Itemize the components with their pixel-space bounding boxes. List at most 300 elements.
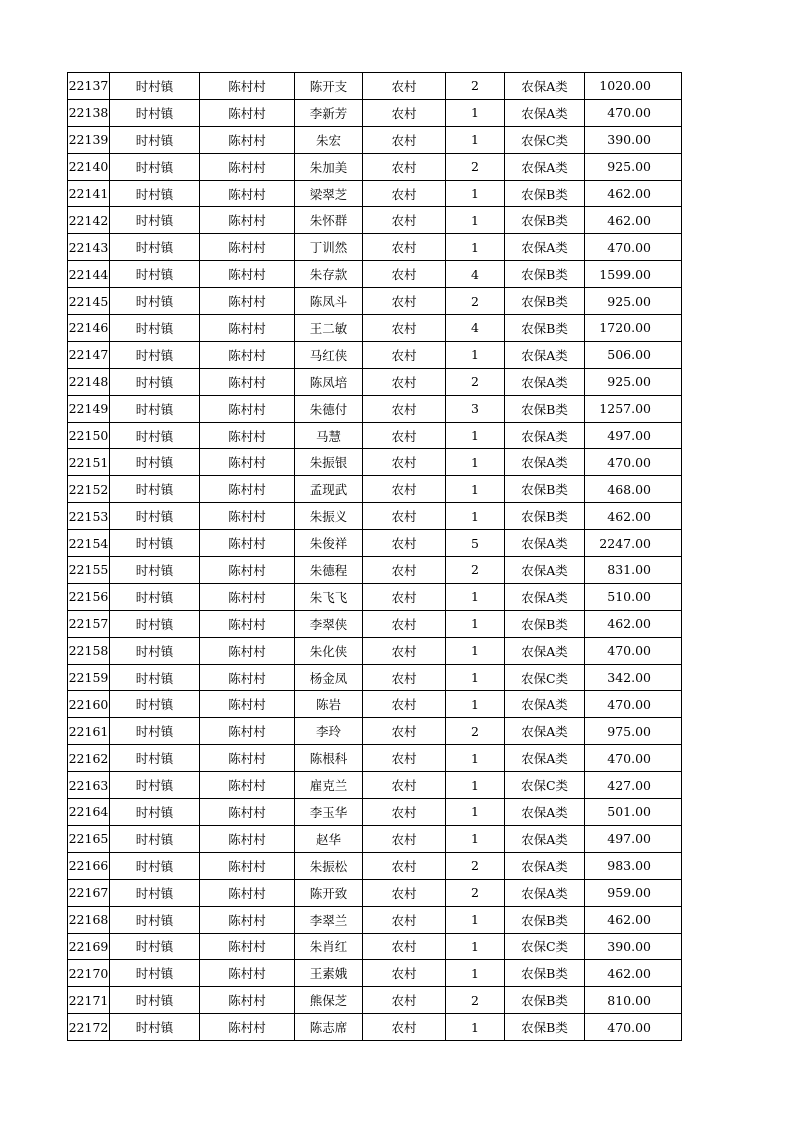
amount-cell: 1257.00 bbox=[585, 395, 682, 422]
area-type-cell: 农村 bbox=[363, 852, 446, 879]
village-cell: 陈村村 bbox=[200, 825, 295, 852]
area-type-cell: 农村 bbox=[363, 1014, 446, 1041]
area-type-cell: 农村 bbox=[363, 261, 446, 288]
area-type-cell: 农村 bbox=[363, 799, 446, 826]
person-name-cell: 马红侠 bbox=[295, 341, 363, 368]
village-cell: 陈村村 bbox=[200, 288, 295, 315]
insurance-category-cell: 农保A类 bbox=[505, 449, 585, 476]
household-count-cell: 5 bbox=[446, 530, 505, 557]
amount-cell: 506.00 bbox=[585, 341, 682, 368]
insurance-category-cell: 农保B类 bbox=[505, 288, 585, 315]
household-count-cell: 2 bbox=[446, 153, 505, 180]
town-cell: 时村镇 bbox=[110, 180, 200, 207]
amount-cell: 470.00 bbox=[585, 99, 682, 126]
table-row bbox=[68, 234, 682, 261]
village-cell: 陈村村 bbox=[200, 1014, 295, 1041]
town-cell: 时村镇 bbox=[110, 610, 200, 637]
amount-cell: 1720.00 bbox=[585, 315, 682, 342]
person-name-cell: 陈凤斗 bbox=[295, 288, 363, 315]
area-type-cell: 农村 bbox=[363, 315, 446, 342]
village-cell: 陈村村 bbox=[200, 987, 295, 1014]
area-type-cell: 农村 bbox=[363, 126, 446, 153]
person-name-cell: 朱飞飞 bbox=[295, 583, 363, 610]
insurance-category-cell: 农保A类 bbox=[505, 583, 585, 610]
amount-cell: 427.00 bbox=[585, 772, 682, 799]
village-cell: 陈村村 bbox=[200, 261, 295, 288]
table-row bbox=[68, 664, 682, 691]
area-type-cell: 农村 bbox=[363, 664, 446, 691]
record-id-cell: 22140 bbox=[68, 153, 110, 180]
insurance-category-cell: 农保A类 bbox=[505, 825, 585, 852]
table-row bbox=[68, 933, 682, 960]
table-row bbox=[68, 288, 682, 315]
amount-cell: 510.00 bbox=[585, 583, 682, 610]
household-count-cell: 2 bbox=[446, 879, 505, 906]
table-row bbox=[68, 745, 682, 772]
village-cell: 陈村村 bbox=[200, 341, 295, 368]
amount-cell: 462.00 bbox=[585, 960, 682, 987]
area-type-cell: 农村 bbox=[363, 503, 446, 530]
insurance-category-cell: 农保A类 bbox=[505, 557, 585, 584]
person-name-cell: 朱存款 bbox=[295, 261, 363, 288]
person-name-cell: 朱怀群 bbox=[295, 207, 363, 234]
table-row bbox=[68, 960, 682, 987]
household-count-cell: 1 bbox=[446, 180, 505, 207]
insurance-category-cell: 农保B类 bbox=[505, 261, 585, 288]
record-id-cell: 22148 bbox=[68, 368, 110, 395]
table-row bbox=[68, 610, 682, 637]
town-cell: 时村镇 bbox=[110, 99, 200, 126]
record-id-cell: 22165 bbox=[68, 825, 110, 852]
town-cell: 时村镇 bbox=[110, 960, 200, 987]
village-cell: 陈村村 bbox=[200, 99, 295, 126]
table-row bbox=[68, 315, 682, 342]
table-row bbox=[68, 583, 682, 610]
table-row bbox=[68, 825, 682, 852]
insurance-category-cell: 农保B类 bbox=[505, 987, 585, 1014]
relief-roster-table bbox=[67, 72, 682, 1041]
household-count-cell: 1 bbox=[446, 772, 505, 799]
table-row bbox=[68, 261, 682, 288]
insurance-category-cell: 农保B类 bbox=[505, 906, 585, 933]
person-name-cell: 李玉华 bbox=[295, 799, 363, 826]
household-count-cell: 1 bbox=[446, 691, 505, 718]
table-row bbox=[68, 1014, 682, 1041]
household-count-cell: 3 bbox=[446, 395, 505, 422]
record-id-cell: 22142 bbox=[68, 207, 110, 234]
town-cell: 时村镇 bbox=[110, 879, 200, 906]
village-cell: 陈村村 bbox=[200, 664, 295, 691]
amount-cell: 1020.00 bbox=[585, 73, 682, 100]
household-count-cell: 1 bbox=[446, 745, 505, 772]
amount-cell: 342.00 bbox=[585, 664, 682, 691]
town-cell: 时村镇 bbox=[110, 234, 200, 261]
area-type-cell: 农村 bbox=[363, 99, 446, 126]
table-row bbox=[68, 799, 682, 826]
insurance-category-cell: 农保C类 bbox=[505, 772, 585, 799]
record-id-cell: 22163 bbox=[68, 772, 110, 799]
town-cell: 时村镇 bbox=[110, 288, 200, 315]
record-id-cell: 22154 bbox=[68, 530, 110, 557]
village-cell: 陈村村 bbox=[200, 906, 295, 933]
person-name-cell: 李翠兰 bbox=[295, 906, 363, 933]
amount-cell: 975.00 bbox=[585, 718, 682, 745]
record-id-cell: 22151 bbox=[68, 449, 110, 476]
town-cell: 时村镇 bbox=[110, 395, 200, 422]
person-name-cell: 马慧 bbox=[295, 422, 363, 449]
insurance-category-cell: 农保A类 bbox=[505, 234, 585, 261]
insurance-category-cell: 农保A类 bbox=[505, 153, 585, 180]
household-count-cell: 1 bbox=[446, 960, 505, 987]
town-cell: 时村镇 bbox=[110, 368, 200, 395]
record-id-cell: 22158 bbox=[68, 637, 110, 664]
amount-cell: 470.00 bbox=[585, 745, 682, 772]
area-type-cell: 农村 bbox=[363, 557, 446, 584]
amount-cell: 810.00 bbox=[585, 987, 682, 1014]
amount-cell: 470.00 bbox=[585, 691, 682, 718]
record-id-cell: 22138 bbox=[68, 99, 110, 126]
amount-cell: 470.00 bbox=[585, 449, 682, 476]
village-cell: 陈村村 bbox=[200, 395, 295, 422]
person-name-cell: 陈志席 bbox=[295, 1014, 363, 1041]
person-name-cell: 孟现武 bbox=[295, 476, 363, 503]
person-name-cell: 朱振松 bbox=[295, 852, 363, 879]
record-id-cell: 22164 bbox=[68, 799, 110, 826]
town-cell: 时村镇 bbox=[110, 315, 200, 342]
town-cell: 时村镇 bbox=[110, 126, 200, 153]
insurance-category-cell: 农保A类 bbox=[505, 73, 585, 100]
village-cell: 陈村村 bbox=[200, 126, 295, 153]
record-id-cell: 22150 bbox=[68, 422, 110, 449]
record-id-cell: 22169 bbox=[68, 933, 110, 960]
person-name-cell: 陈凤培 bbox=[295, 368, 363, 395]
amount-cell: 470.00 bbox=[585, 1014, 682, 1041]
town-cell: 时村镇 bbox=[110, 261, 200, 288]
table-row bbox=[68, 530, 682, 557]
person-name-cell: 陈岩 bbox=[295, 691, 363, 718]
household-count-cell: 1 bbox=[446, 825, 505, 852]
area-type-cell: 农村 bbox=[363, 772, 446, 799]
area-type-cell: 农村 bbox=[363, 476, 446, 503]
village-cell: 陈村村 bbox=[200, 610, 295, 637]
table-row bbox=[68, 341, 682, 368]
town-cell: 时村镇 bbox=[110, 852, 200, 879]
insurance-category-cell: 农保C类 bbox=[505, 933, 585, 960]
household-count-cell: 1 bbox=[446, 906, 505, 933]
person-name-cell: 朱化侠 bbox=[295, 637, 363, 664]
town-cell: 时村镇 bbox=[110, 906, 200, 933]
village-cell: 陈村村 bbox=[200, 368, 295, 395]
town-cell: 时村镇 bbox=[110, 745, 200, 772]
person-name-cell: 丁训然 bbox=[295, 234, 363, 261]
person-name-cell: 梁翠芝 bbox=[295, 180, 363, 207]
village-cell: 陈村村 bbox=[200, 234, 295, 261]
person-name-cell: 赵华 bbox=[295, 825, 363, 852]
person-name-cell: 朱俊祥 bbox=[295, 530, 363, 557]
household-count-cell: 1 bbox=[446, 207, 505, 234]
insurance-category-cell: 农保A类 bbox=[505, 718, 585, 745]
table-row bbox=[68, 879, 682, 906]
person-name-cell: 朱加美 bbox=[295, 153, 363, 180]
person-name-cell: 朱宏 bbox=[295, 126, 363, 153]
household-count-cell: 1 bbox=[446, 1014, 505, 1041]
table-row bbox=[68, 637, 682, 664]
person-name-cell: 李新芳 bbox=[295, 99, 363, 126]
record-id-cell: 22167 bbox=[68, 879, 110, 906]
person-name-cell: 陈根科 bbox=[295, 745, 363, 772]
amount-cell: 468.00 bbox=[585, 476, 682, 503]
town-cell: 时村镇 bbox=[110, 341, 200, 368]
village-cell: 陈村村 bbox=[200, 503, 295, 530]
area-type-cell: 农村 bbox=[363, 341, 446, 368]
person-name-cell: 王二敏 bbox=[295, 315, 363, 342]
amount-cell: 390.00 bbox=[585, 126, 682, 153]
insurance-category-cell: 农保C类 bbox=[505, 664, 585, 691]
area-type-cell: 农村 bbox=[363, 234, 446, 261]
record-id-cell: 22161 bbox=[68, 718, 110, 745]
record-id-cell: 22139 bbox=[68, 126, 110, 153]
area-type-cell: 农村 bbox=[363, 368, 446, 395]
table-row bbox=[68, 503, 682, 530]
area-type-cell: 农村 bbox=[363, 73, 446, 100]
table-row bbox=[68, 852, 682, 879]
record-id-cell: 22141 bbox=[68, 180, 110, 207]
village-cell: 陈村村 bbox=[200, 691, 295, 718]
household-count-cell: 1 bbox=[446, 476, 505, 503]
insurance-category-cell: 农保B类 bbox=[505, 315, 585, 342]
table-row bbox=[68, 987, 682, 1014]
person-name-cell: 陈开致 bbox=[295, 879, 363, 906]
insurance-category-cell: 农保B类 bbox=[505, 180, 585, 207]
town-cell: 时村镇 bbox=[110, 637, 200, 664]
town-cell: 时村镇 bbox=[110, 825, 200, 852]
village-cell: 陈村村 bbox=[200, 799, 295, 826]
town-cell: 时村镇 bbox=[110, 503, 200, 530]
area-type-cell: 农村 bbox=[363, 933, 446, 960]
household-count-cell: 1 bbox=[446, 664, 505, 691]
town-cell: 时村镇 bbox=[110, 799, 200, 826]
record-id-cell: 22159 bbox=[68, 664, 110, 691]
town-cell: 时村镇 bbox=[110, 153, 200, 180]
insurance-category-cell: 农保A类 bbox=[505, 879, 585, 906]
area-type-cell: 农村 bbox=[363, 960, 446, 987]
town-cell: 时村镇 bbox=[110, 772, 200, 799]
village-cell: 陈村村 bbox=[200, 153, 295, 180]
amount-cell: 959.00 bbox=[585, 879, 682, 906]
area-type-cell: 农村 bbox=[363, 207, 446, 234]
household-count-cell: 1 bbox=[446, 449, 505, 476]
town-cell: 时村镇 bbox=[110, 1014, 200, 1041]
area-type-cell: 农村 bbox=[363, 395, 446, 422]
amount-cell: 462.00 bbox=[585, 207, 682, 234]
person-name-cell: 朱振义 bbox=[295, 503, 363, 530]
household-count-cell: 1 bbox=[446, 341, 505, 368]
table-row bbox=[68, 449, 682, 476]
village-cell: 陈村村 bbox=[200, 315, 295, 342]
table-row bbox=[68, 772, 682, 799]
household-count-cell: 2 bbox=[446, 852, 505, 879]
amount-cell: 501.00 bbox=[585, 799, 682, 826]
record-id-cell: 22171 bbox=[68, 987, 110, 1014]
village-cell: 陈村村 bbox=[200, 422, 295, 449]
record-id-cell: 22155 bbox=[68, 557, 110, 584]
record-id-cell: 22160 bbox=[68, 691, 110, 718]
table-row bbox=[68, 395, 682, 422]
insurance-category-cell: 农保B类 bbox=[505, 960, 585, 987]
town-cell: 时村镇 bbox=[110, 933, 200, 960]
town-cell: 时村镇 bbox=[110, 530, 200, 557]
record-id-cell: 22162 bbox=[68, 745, 110, 772]
village-cell: 陈村村 bbox=[200, 637, 295, 664]
household-count-cell: 1 bbox=[446, 583, 505, 610]
record-id-cell: 22149 bbox=[68, 395, 110, 422]
household-count-cell: 4 bbox=[446, 261, 505, 288]
area-type-cell: 农村 bbox=[363, 718, 446, 745]
household-count-cell: 1 bbox=[446, 99, 505, 126]
area-type-cell: 农村 bbox=[363, 745, 446, 772]
insurance-category-cell: 农保A类 bbox=[505, 745, 585, 772]
table-row bbox=[68, 368, 682, 395]
record-id-cell: 22137 bbox=[68, 73, 110, 100]
insurance-category-cell: 农保A类 bbox=[505, 99, 585, 126]
village-cell: 陈村村 bbox=[200, 852, 295, 879]
record-id-cell: 22166 bbox=[68, 852, 110, 879]
household-count-cell: 1 bbox=[446, 422, 505, 449]
area-type-cell: 农村 bbox=[363, 583, 446, 610]
table-row bbox=[68, 207, 682, 234]
record-id-cell: 22144 bbox=[68, 261, 110, 288]
record-id-cell: 22156 bbox=[68, 583, 110, 610]
insurance-category-cell: 农保B类 bbox=[505, 476, 585, 503]
household-count-cell: 1 bbox=[446, 610, 505, 637]
record-id-cell: 22170 bbox=[68, 960, 110, 987]
area-type-cell: 农村 bbox=[363, 825, 446, 852]
village-cell: 陈村村 bbox=[200, 207, 295, 234]
insurance-category-cell: 农保A类 bbox=[505, 799, 585, 826]
amount-cell: 462.00 bbox=[585, 906, 682, 933]
town-cell: 时村镇 bbox=[110, 664, 200, 691]
record-id-cell: 22172 bbox=[68, 1014, 110, 1041]
amount-cell: 470.00 bbox=[585, 637, 682, 664]
household-count-cell: 2 bbox=[446, 368, 505, 395]
household-count-cell: 1 bbox=[446, 933, 505, 960]
household-count-cell: 2 bbox=[446, 288, 505, 315]
record-id-cell: 22153 bbox=[68, 503, 110, 530]
table-row bbox=[68, 99, 682, 126]
insurance-category-cell: 农保A类 bbox=[505, 422, 585, 449]
amount-cell: 831.00 bbox=[585, 557, 682, 584]
village-cell: 陈村村 bbox=[200, 772, 295, 799]
area-type-cell: 农村 bbox=[363, 153, 446, 180]
table-row bbox=[68, 718, 682, 745]
amount-cell: 925.00 bbox=[585, 288, 682, 315]
town-cell: 时村镇 bbox=[110, 449, 200, 476]
table-row bbox=[68, 691, 682, 718]
table-row bbox=[68, 73, 682, 100]
insurance-category-cell: 农保A类 bbox=[505, 530, 585, 557]
household-count-cell: 1 bbox=[446, 234, 505, 261]
amount-cell: 390.00 bbox=[585, 933, 682, 960]
area-type-cell: 农村 bbox=[363, 610, 446, 637]
person-name-cell: 朱德付 bbox=[295, 395, 363, 422]
person-name-cell: 朱振银 bbox=[295, 449, 363, 476]
insurance-category-cell: 农保A类 bbox=[505, 637, 585, 664]
insurance-category-cell: 农保B类 bbox=[505, 1014, 585, 1041]
person-name-cell: 朱德程 bbox=[295, 557, 363, 584]
area-type-cell: 农村 bbox=[363, 530, 446, 557]
insurance-category-cell: 农保A类 bbox=[505, 691, 585, 718]
person-name-cell: 李翠侠 bbox=[295, 610, 363, 637]
town-cell: 时村镇 bbox=[110, 557, 200, 584]
area-type-cell: 农村 bbox=[363, 987, 446, 1014]
amount-cell: 1599.00 bbox=[585, 261, 682, 288]
amount-cell: 470.00 bbox=[585, 234, 682, 261]
record-id-cell: 22168 bbox=[68, 906, 110, 933]
household-count-cell: 2 bbox=[446, 73, 505, 100]
person-name-cell: 杨金凤 bbox=[295, 664, 363, 691]
household-count-cell: 1 bbox=[446, 637, 505, 664]
person-name-cell: 李玲 bbox=[295, 718, 363, 745]
person-name-cell: 陈开支 bbox=[295, 73, 363, 100]
insurance-category-cell: 农保B类 bbox=[505, 207, 585, 234]
insurance-category-cell: 农保B类 bbox=[505, 503, 585, 530]
record-id-cell: 22146 bbox=[68, 315, 110, 342]
amount-cell: 462.00 bbox=[585, 503, 682, 530]
village-cell: 陈村村 bbox=[200, 449, 295, 476]
village-cell: 陈村村 bbox=[200, 476, 295, 503]
person-name-cell: 朱肖红 bbox=[295, 933, 363, 960]
household-count-cell: 2 bbox=[446, 987, 505, 1014]
village-cell: 陈村村 bbox=[200, 879, 295, 906]
area-type-cell: 农村 bbox=[363, 422, 446, 449]
amount-cell: 462.00 bbox=[585, 180, 682, 207]
village-cell: 陈村村 bbox=[200, 180, 295, 207]
amount-cell: 925.00 bbox=[585, 368, 682, 395]
village-cell: 陈村村 bbox=[200, 557, 295, 584]
area-type-cell: 农村 bbox=[363, 691, 446, 718]
record-id-cell: 22145 bbox=[68, 288, 110, 315]
town-cell: 时村镇 bbox=[110, 73, 200, 100]
amount-cell: 925.00 bbox=[585, 153, 682, 180]
household-count-cell: 1 bbox=[446, 126, 505, 153]
person-name-cell: 王素娥 bbox=[295, 960, 363, 987]
village-cell: 陈村村 bbox=[200, 718, 295, 745]
area-type-cell: 农村 bbox=[363, 180, 446, 207]
insurance-category-cell: 农保A类 bbox=[505, 368, 585, 395]
area-type-cell: 农村 bbox=[363, 288, 446, 315]
household-count-cell: 2 bbox=[446, 557, 505, 584]
town-cell: 时村镇 bbox=[110, 718, 200, 745]
town-cell: 时村镇 bbox=[110, 583, 200, 610]
table-row bbox=[68, 153, 682, 180]
insurance-category-cell: 农保B类 bbox=[505, 395, 585, 422]
amount-cell: 497.00 bbox=[585, 422, 682, 449]
record-id-cell: 22157 bbox=[68, 610, 110, 637]
amount-cell: 983.00 bbox=[585, 852, 682, 879]
table-row bbox=[68, 422, 682, 449]
amount-cell: 497.00 bbox=[585, 825, 682, 852]
area-type-cell: 农村 bbox=[363, 879, 446, 906]
table-row bbox=[68, 126, 682, 153]
table-row bbox=[68, 476, 682, 503]
town-cell: 时村镇 bbox=[110, 476, 200, 503]
household-count-cell: 1 bbox=[446, 799, 505, 826]
person-name-cell: 熊保芝 bbox=[295, 987, 363, 1014]
household-count-cell: 1 bbox=[446, 503, 505, 530]
insurance-category-cell: 农保B类 bbox=[505, 610, 585, 637]
village-cell: 陈村村 bbox=[200, 530, 295, 557]
amount-cell: 462.00 bbox=[585, 610, 682, 637]
